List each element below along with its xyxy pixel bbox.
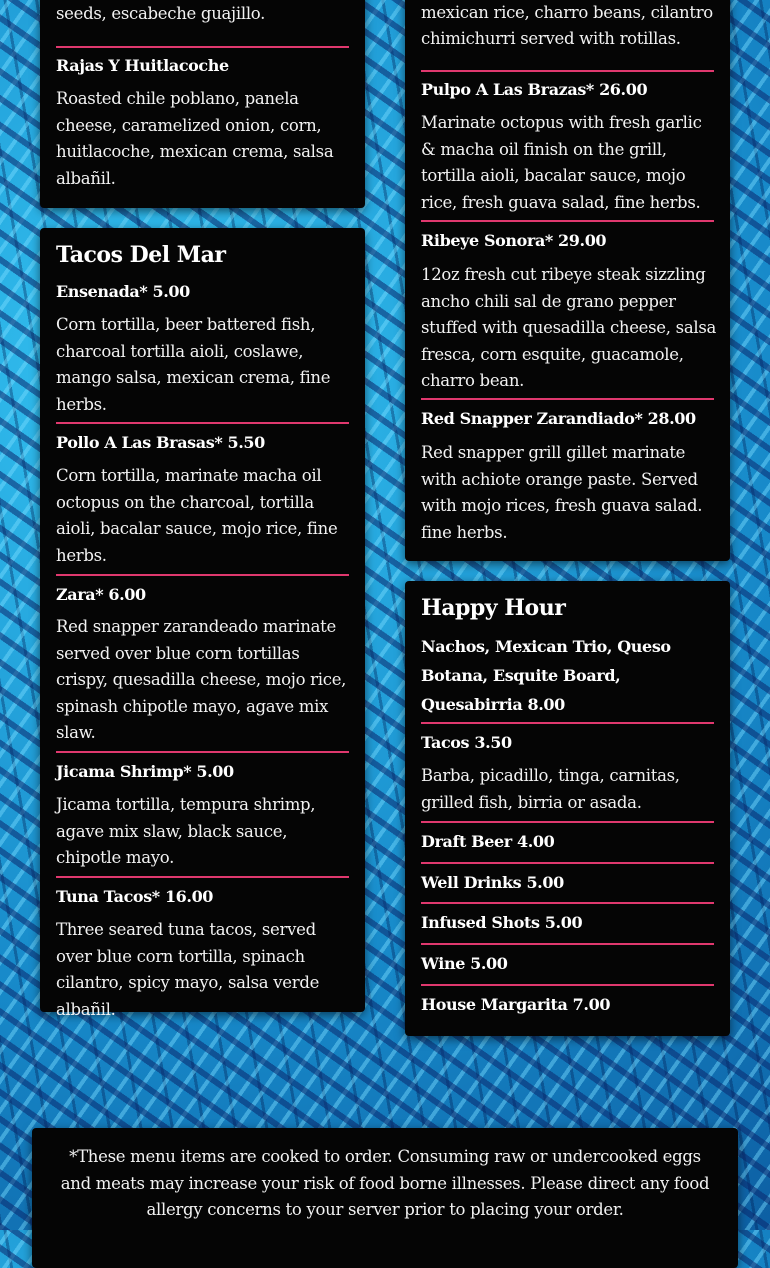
item-name-zara: Zara* 6.00 xyxy=(56,585,146,604)
item-name-happy-combo: Nachos, Mexican Trio, Queso Botana, Esquite Board, Quesabirria 8.00 xyxy=(421,637,671,714)
divider xyxy=(56,574,349,576)
item-desc-partial: mexican rice, charro beans, cilantro chimichurri served with rotillas. xyxy=(421,2,713,48)
divider xyxy=(421,902,714,904)
item-name-well-drinks: Well Drinks 5.00 xyxy=(421,873,564,892)
item-name-pollo: Pollo A Las Brasas* 5.50 xyxy=(56,433,265,452)
menu-card-happy-hour xyxy=(405,581,730,1036)
allergy-notice-card xyxy=(32,1128,738,1268)
item-name-house-margarita: House Margarita 7.00 xyxy=(421,995,611,1014)
section-title-happy-hour: Happy Hour xyxy=(421,595,566,621)
divider xyxy=(56,46,349,48)
divider xyxy=(421,862,714,864)
divider xyxy=(56,751,349,753)
allergy-notice-text: *These menu items are cooked to order. Consuming raw or undercooked eggs and meats may increase your risk of food borne illnesses. Please direct any food allergy concerns to your server prior to placing your order. xyxy=(60,1147,710,1219)
item-name-jicama: Jicama Shrimp* 5.00 xyxy=(56,762,234,781)
divider xyxy=(421,984,714,986)
item-desc-partial: seeds, escabeche guajillo. xyxy=(56,3,266,23)
divider xyxy=(421,943,714,945)
section-title-tacos-del-mar: Tacos Del Mar xyxy=(56,242,226,268)
item-desc-ribeye: 12oz fresh cut ribeye steak sizzling ancho chili sal de grano pepper stuffed with quesadilla cheese, salsa fresca, corn esquite, guacamole, charro bean. xyxy=(421,265,717,390)
item-name-tacos-happy: Tacos 3.50 xyxy=(421,733,512,752)
item-desc-zara: Red snapper zarandeado marinate served over blue corn tortillas crispy, quesadilla cheese, mojo rice, spinash chipotle mayo, agave mix slaw. xyxy=(56,617,347,742)
item-desc-tuna: Three seared tuna tacos, served over blue corn tortilla, spinach cilantro, spicy mayo, salsa verde albañil. xyxy=(56,920,320,1019)
item-name-tuna: Tuna Tacos* 16.00 xyxy=(56,887,214,906)
item-desc-red-snapper: Red snapper grill gillet marinate with achiote orange paste. Served with mojo rices, fresh guava salad. fine herbs. xyxy=(421,443,703,542)
divider xyxy=(421,821,714,823)
item-name-draft-beer: Draft Beer 4.00 xyxy=(421,832,555,851)
item-name-pulpo: Pulpo A Las Brazas* 26.00 xyxy=(421,80,648,99)
item-desc-rajas: Roasted chile poblano, panela cheese, caramelized onion, corn, huitlacoche, mexican crema, salsa albañil. xyxy=(56,89,334,188)
item-desc-ensenada: Corn tortilla, beer battered fish, charcoal tortilla aioli, coslawe, mango salsa, mexican crema, fine herbs. xyxy=(56,315,331,414)
item-name-infused-shots: Infused Shots 5.00 xyxy=(421,913,583,932)
menu-card-tacos-del-mar xyxy=(40,228,365,1019)
menu-card-left-top xyxy=(40,0,365,208)
item-desc-tacos-happy: Barba, picadillo, tinga, carnitas, grilled fish, birria or asada. xyxy=(421,766,680,812)
menu-card-right-top xyxy=(405,0,730,561)
divider xyxy=(56,422,349,424)
item-name-red-snapper: Red Snapper Zarandiado* 28.00 xyxy=(421,409,696,428)
item-name-ribeye: Ribeye Sonora* 29.00 xyxy=(421,231,607,250)
item-desc-pollo: Corn tortilla, marinate macha oil octopus on the charcoal, tortilla aioli, bacalar sauce, mojo rice, fine herbs. xyxy=(56,466,338,565)
divider xyxy=(421,220,714,222)
divider xyxy=(421,722,714,724)
item-desc-jicama: Jicama tortilla, tempura shrimp, agave mix slaw, black sauce, chipotle mayo. xyxy=(56,795,316,867)
item-name-ensenada: Ensenada* 5.00 xyxy=(56,282,190,301)
divider xyxy=(56,876,349,878)
item-name-wine: Wine 5.00 xyxy=(421,954,508,973)
item-desc-pulpo: Marinate octopus with fresh garlic & macha oil finish on the grill, tortilla aioli, bacalar sauce, mojo rice, fresh guava salad, fine herbs. xyxy=(421,113,702,212)
item-name-rajas: Rajas Y Huitlacoche xyxy=(56,56,229,75)
divider xyxy=(421,70,714,72)
divider xyxy=(421,398,714,400)
